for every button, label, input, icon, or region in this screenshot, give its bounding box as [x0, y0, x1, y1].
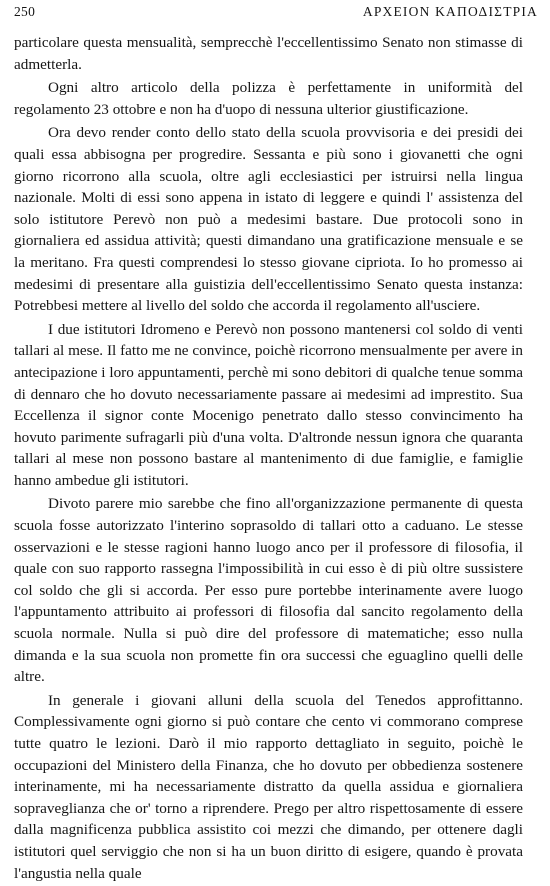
paragraph: In generale i giovani alluni della scuola del Tenedos approfittanno. Complessivamente ogni giorno si può contare che cento vi commorano comprese tutte quatro le lezioni. Darò il mio rapporto dettagliato in seguito, poichè le occupazioni del Ministero della Finanza, che ho dovuto per obbedienza sostenere interinamente, mi ha necessariamente distratto da quella assidua e giornaliera sopraveglianza che or' torno a riprendere. Prego per altro rispettosamente di essere dalla magnificenza pubblica assistito coi mezzi che dimando, per ottenere dagli istitutori quel serviggio che non si ha un buon diritto di esigere, quando è provata l'angustia nella quale	[14, 691, 523, 882]
paragraph: Divoto parere mio sarebbe che fino all'organizzazione permanente di questa scuola fosse autorizzato l'interino soprasoldo di tallari otto a caduano. Le stesse osservazioni e le stesse ragioni hanno luogo anco per il professore di filosofia, il quale con suo rapporto rassegna l'impossibilità in cui esso è di più oltre sussistere col soldo che gli si accorda. Per esso pure portebbe interinamente avere luogo l'appuntamento attribuito ai professori di filosofia dal sancito regolamento della scuola normale. Nulla si può dire del professore di matematiche; esso nulla dimanda e la sua scuola non promette fin ora successi che eguaglino quelli delle altre.	[14, 495, 523, 686]
paragraph: I due istitutori Idromeno e Perevò non possono mantenersi col soldo di venti tallari al mese. Il fatto me ne convince, poichè ricorrono mensualmente per avere in antecipazione i loro appuntamenti, perchè mi sono debitori di qualche tenue somma di dennaro che ho dovuto necessariamente passare ai medesimi ad imprestito. Sua Eccellenza il signor conte Mocenigo penetrato dallo stesso convincimento ha hovuto parimente sufragarli più d'una volta. D'altronde nessun ignora che quaranta tallari al mese non possono bastare al mantenimento di due famiglie, e famiglie hanno ambedue gli istitutori.	[14, 320, 523, 489]
paragraph: Ogni altro articolo della polizza è perfettamente in uniformità del regolamento 23 ottobre e non ha d'uopo di nessuna ulterior giustificazione.	[14, 79, 523, 118]
page-number: 250	[14, 4, 36, 19]
paragraph-continued: particolare questa mensualità, semprecchè l'eccellentissimo Senato non stimasse di admetterla.	[14, 34, 523, 73]
page-header	[14, 4, 538, 22]
running-title: ΑΡΧΕΙΟΝ ΚΑΠΟΔΙΣΤΡΙΑ	[362, 4, 538, 19]
paragraph: Ora devo render conto dello stato della scuola provvisoria e dei presidi dei quali essa abbisogna per progredire. Sessanta e più sono i giovanetti che ogni giorno ricorrono alla scuola, oltre agli ecclesiastici per istruirsi nella lingua nazionale. Molti di essi sono appena in istato di leggere e quindi l' assistenza del solo istitutore Perevò non può a medesimi bastare. Due protocoli sono in giornaliera ed assidua attività; questi dimandano una gratificazione mensuale e se la meritano. Fra questi comprendesi lo stesso giovane cipriota. Io ho promesso ai medesimi di presentare alla guistizia dell'eccellentissimo Senato questa instanza: Potrebbesi mettere al livello del soldo che accorda il regolamento all'usciere.	[14, 124, 523, 315]
body-text	[14, 32, 523, 886]
